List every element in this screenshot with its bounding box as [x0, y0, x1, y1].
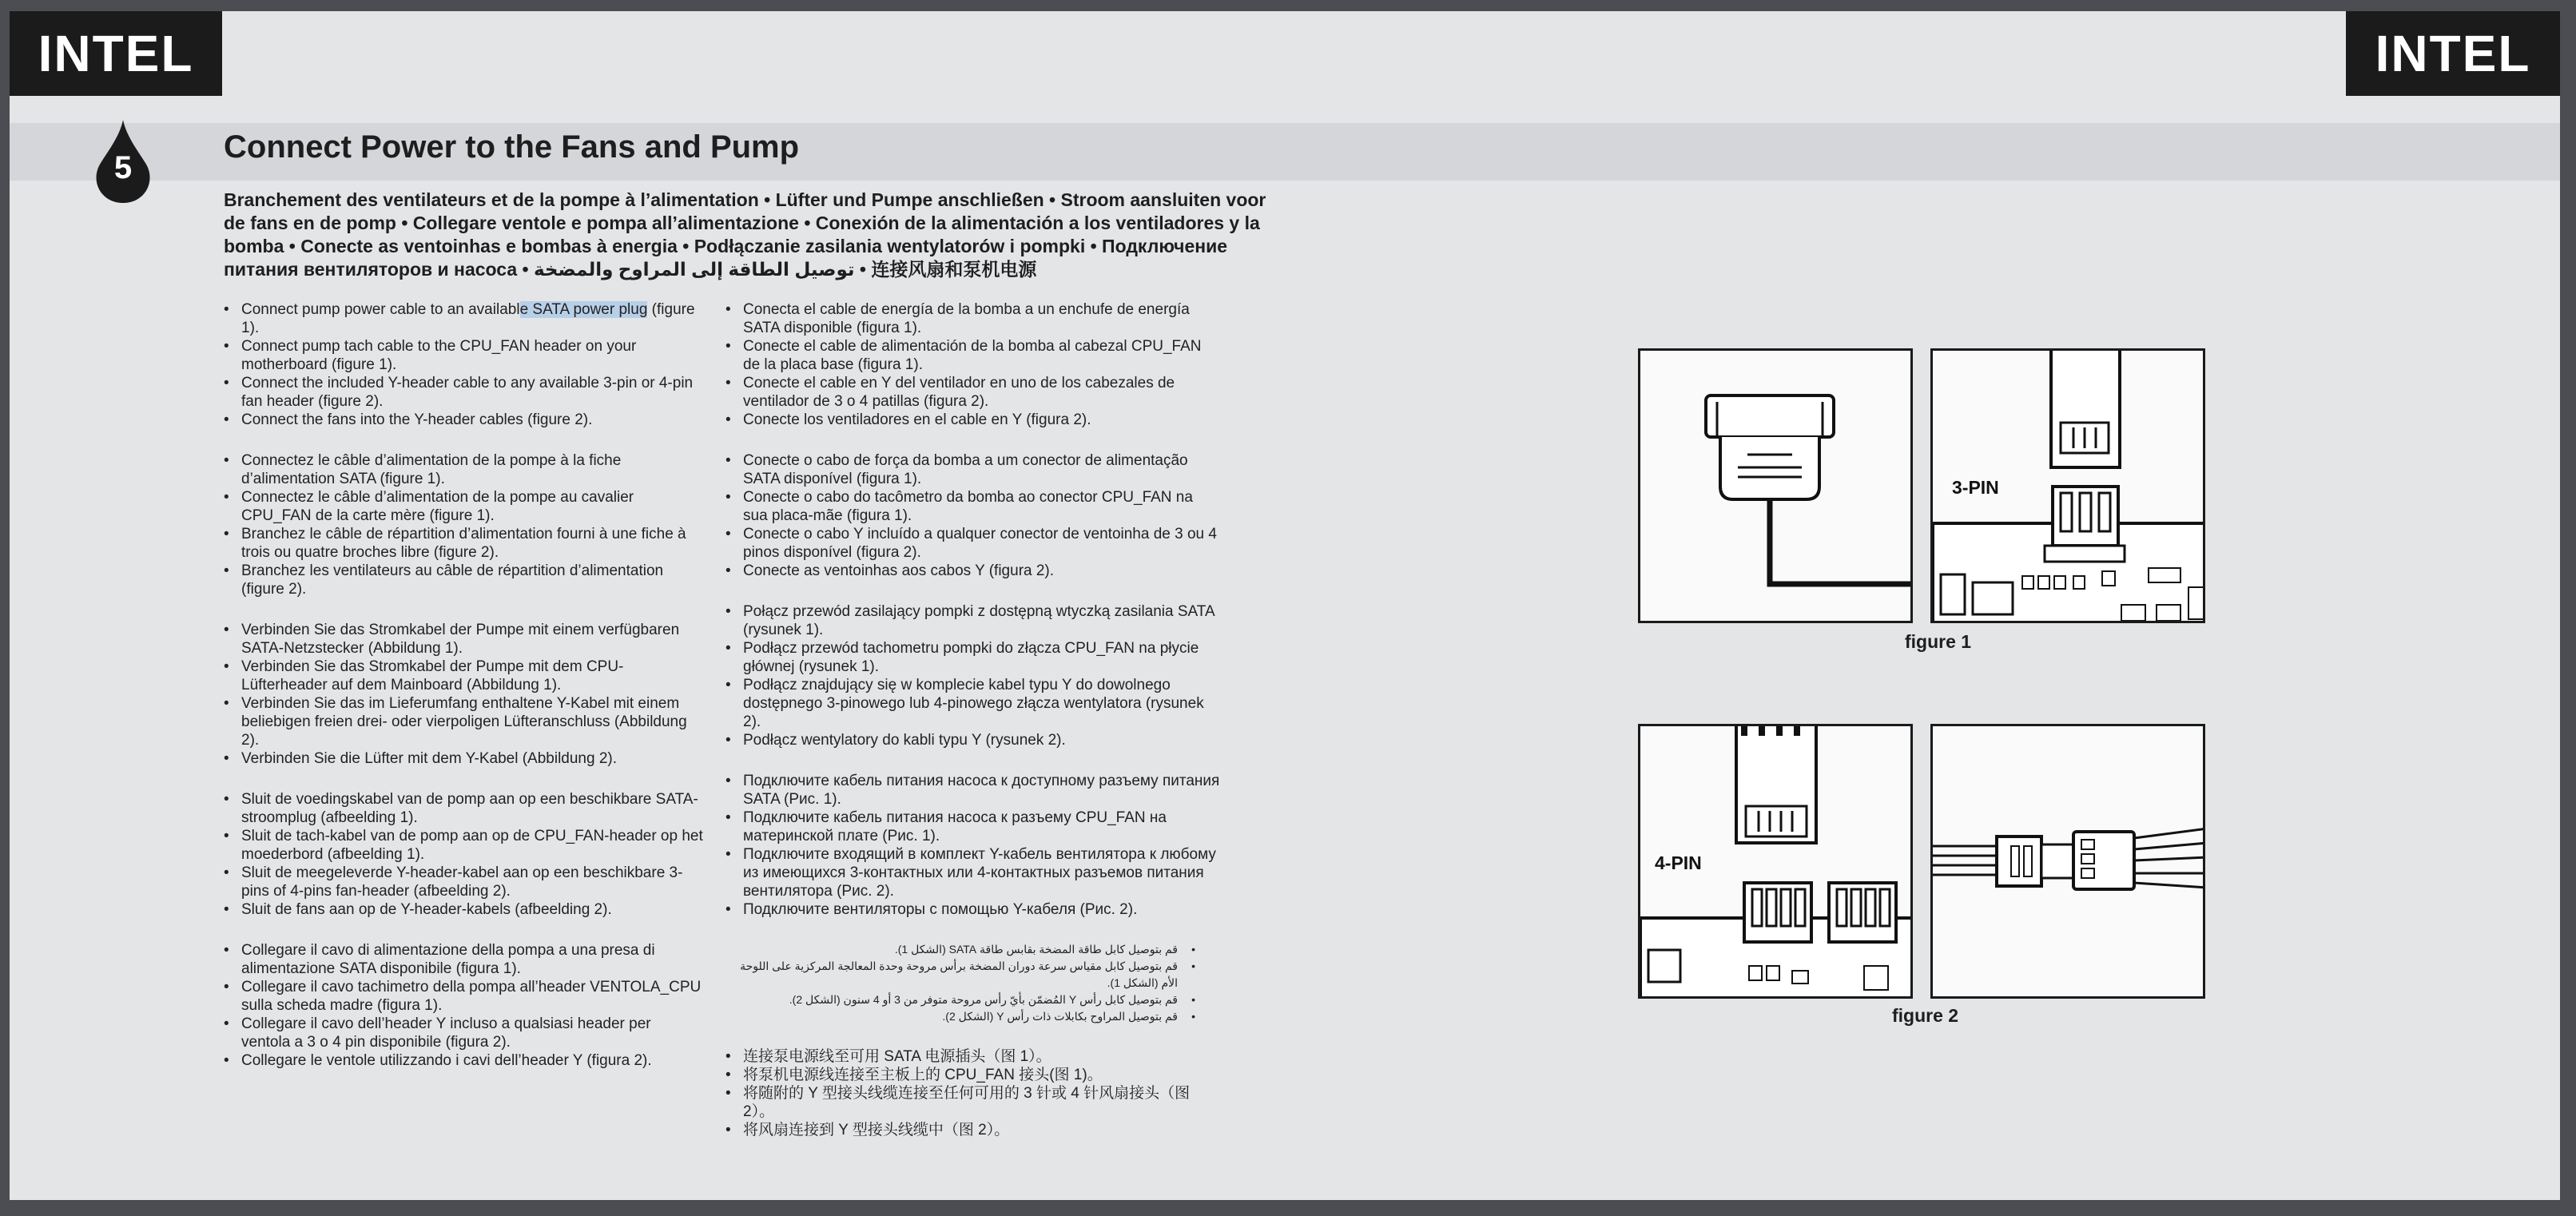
list-item: • Connect the fans into the Y-header cables (figure 2). — [224, 411, 703, 429]
figure-1-sata-panel — [1638, 348, 1913, 623]
figure-2-caption: figure 2 — [1892, 1005, 1959, 1026]
list-item: • قم بتوصيل المراوح بكابلات ذات رأس Y (الشكل 2). — [732, 1008, 1195, 1025]
instructions-french — [224, 451, 703, 598]
manual-page — [10, 11, 2560, 1200]
label-4pin: 4-PIN — [1655, 852, 1702, 873]
instructions-dutch — [224, 790, 703, 919]
list-item: • Connectez le câble d’alimentation de la pompe au cavalier CPU_FAN de la carte mère (figure 1). — [224, 488, 703, 525]
list-item: • Verbinden Sie das im Lieferumfang enthaltene Y-Kabel mit einem beliebigen freien drei- oder vierpoligen Lüfteranschluss (Abbildung 2). — [224, 694, 703, 749]
list-item: • Sluit de meegeleverde Y-header-kabel aan op een beschikbare 3-pins of 4-pins fan-header (afbeelding 2). — [224, 864, 703, 900]
list-item: • Sluit de fans aan op de Y-header-kabels (afbeelding 2). — [224, 900, 703, 919]
list-item: • قم بتوصيل كابل رأس Y المُضمّن بأيّ رأس مروحة متوفر من 3 أو 4 سنون (الشكل 2). — [732, 991, 1195, 1008]
list-item: • Branchez le câble de répartition d’alimentation fourni à une fiche à trois ou quatre broches libre (figure 2). — [224, 525, 703, 562]
list-item: • Подключите кабель питания насоса к доступному разъему питания SATA (Рис. 1). — [725, 772, 1221, 809]
instructions-portuguese — [725, 451, 1221, 580]
list-item: • Verbinden Sie die Lüfter mit dem Y-Kabel (Abbildung 2). — [224, 749, 703, 768]
list-item: • Verbinden Sie das Stromkabel der Pumpe mit dem CPU-Lüfterheader auf dem Mainboard (Abbildung 1). — [224, 658, 703, 694]
instructions-column-1 — [224, 300, 703, 1092]
list-item: • 连接泵电源线至可用 SATA 电源插头（图 1）。 — [725, 1047, 1221, 1066]
instructions-english — [224, 300, 703, 429]
list-item: • Conecte el cable de alimentación de la bomba al cabezal CPU_FAN de la placa base (figura 1). — [725, 337, 1221, 374]
list-item: • Połącz przewód zasilający pompki z dostępną wtyczką zasilania SATA (rysunek 1). — [725, 602, 1221, 639]
list-item: • Подключите кабель питания насоса к разъему CPU_FAN на материнской плате (Рис. 1). — [725, 809, 1221, 845]
text-segment: Connect pump power cable to an availabl — [241, 301, 520, 318]
list-item: • Conecte o cabo do tacômetro da bomba ao conector CPU_FAN na sua placa-mãe (figura 1). — [725, 488, 1221, 525]
list-item: • Conecte el cable en Y del ventilador en uno de los cabezales de ventilador de 3 o 4 patillas (figura 2). — [725, 374, 1221, 411]
figure-2-ycable-panel — [1930, 724, 2205, 999]
sata-connector-illustration — [1640, 351, 1913, 623]
instructions-italian — [224, 941, 703, 1070]
instructions-column-2 — [725, 300, 1221, 1162]
list-item: • Verbinden Sie das Stromkabel der Pumpe mit einem verfügbaren SATA-Netzstecker (Abbildung 1). — [224, 621, 703, 658]
list-item: • Conecte los ventiladores en el cable en Y (figura 2). — [725, 411, 1221, 429]
instructions-chinese — [725, 1047, 1221, 1139]
instructions-spanish — [725, 300, 1221, 429]
list-item: • Sluit de tach-kabel van de pomp aan op de CPU_FAN-header op het moederbord (afbeelding 1). — [224, 827, 703, 864]
intel-logo-right: INTEL — [2346, 11, 2560, 96]
intel-logo-left: INTEL — [10, 11, 222, 96]
list-item: • 将随附的 Y 型接头线缆连接至任何可用的 3 针或 4 针风扇接头（图 2）。 — [725, 1084, 1221, 1121]
list-item: • Podłącz wentylatory do kabli typu Y (rysunek 2). — [725, 731, 1221, 749]
list-item: • Conecte as ventoinhas aos cabos Y (figura 2). — [725, 562, 1221, 580]
list-item: • قم بتوصيل كابل مقياس سرعة دوران المضخة برأس مروحة وحدة المعالجة المركزية على اللوحة الأم (الشكل 1). — [732, 958, 1195, 991]
text-segment: (figure 1). — [241, 301, 695, 336]
y-cable-connector-illustration — [1933, 726, 2205, 999]
list-item: • Connectez le câble d’alimentation de la pompe à la fiche d’alimentation SATA (figure 1). — [224, 451, 703, 488]
list-item: • 将泵机电源线连接至主板上的 CPU_FAN 接头(图 1)。 — [725, 1066, 1221, 1084]
list-item: • Connect pump tach cable to the CPU_FAN header on your motherboard (figure 1). — [224, 337, 703, 374]
section-title: Connect Power to the Fans and Pump — [224, 129, 800, 165]
list-item: • Podłącz znajdujący się w komplecie kabel typu Y do dowolnego dostępnego 3-pinowego lub 4-pinowego złącza wentylatora (rysunek 2). — [725, 676, 1221, 731]
figure-1-caption: figure 1 — [1905, 631, 1972, 652]
list-item: • Подключите вентиляторы с помощью Y-кабеля (Рис. 2). — [725, 900, 1221, 919]
list-item: • Подключите входящий в комплект Y-кабель вентилятора к любому из имеющихся 3-контактных или 4-контактных разъемов питания вентилятора (Рис. 2). — [725, 845, 1221, 900]
list-item: • Conecte o cabo de força da bomba a um conector de alimentação SATA disponível (figura 1). — [725, 451, 1221, 488]
list-item: • Collegare il cavo tachimetro della pompa all’header VENTOLA_CPU sulla scheda madre (figura 1). — [224, 978, 703, 1015]
label-3pin: 3-PIN — [1952, 477, 1999, 498]
instructions-russian — [725, 772, 1221, 919]
step-number: 5 — [113, 150, 133, 185]
list-item: • Collegare le ventole utilizzando i cavi dell’header Y (figura 2). — [224, 1051, 703, 1070]
list-item: • قم بتوصيل كابل طاقة المضخة بقابس طاقة SATA (الشكل 1). — [732, 941, 1195, 958]
instructions-german — [224, 621, 703, 768]
list-item: • Branchez les ventilateurs au câble de répartition d’alimentation (figure 2). — [224, 562, 703, 598]
instructions-arabic — [732, 941, 1195, 1025]
highlighted-text[interactable]: e SATA power plug — [519, 301, 648, 318]
list-item — [224, 300, 703, 337]
list-item: • Podłącz przewód tachometru pompki do złącza CPU_FAN na płycie głównej (rysunek 1). — [725, 639, 1221, 676]
figure-2-4pin-panel — [1638, 724, 1913, 999]
list-item: • Conecte o cabo Y incluído a qualquer conector de ventoinha de 3 ou 4 pinos disponível (figura 2). — [725, 525, 1221, 562]
list-item: • Sluit de voedingskabel van de pomp aan op een beschikbare SATA-stroomplug (afbeelding 1). — [224, 790, 703, 827]
multilingual-subtitle: Branchement des ventilateurs et de la pompe à l’alimentation • Lüfter und Pumpe anschließen • Stroom aansluiten voor de fans en de pomp • Collegare ventole e pompa all’alimentazione • Conexión de la alimentación a los ventiladores y la bomba • Conecte as ventoinhas e bombas à energia • Podłączanie zasilania wentylatorów i pompki • Подключение питания вентиляторов и насоса • توصيل الطاقة إلى المراوح والمضخة • 连接风扇和泵机电源 — [224, 189, 1266, 280]
list-item: • Collegare il cavo dell’header Y incluso a qualsiasi header per ventola a 3 o 4 pin disponibile (figura 2). — [224, 1015, 703, 1051]
list-item: • Conecta el cable de energía de la bomba a un enchufe de energía SATA disponible (figura 1). — [725, 300, 1221, 337]
list-item: • Connect the included Y-header cable to any available 3-pin or 4-pin fan header (figure 2). — [224, 374, 703, 411]
list-item: • Collegare il cavo di alimentazione della pompa a una presa di alimentazione SATA disponibile (figura 1). — [224, 941, 703, 978]
instructions-polish — [725, 602, 1221, 749]
list-item: • 将风扇连接到 Y 型接头线缆中（图 2）。 — [725, 1121, 1221, 1139]
figure-1-3pin-panel — [1930, 348, 2205, 623]
